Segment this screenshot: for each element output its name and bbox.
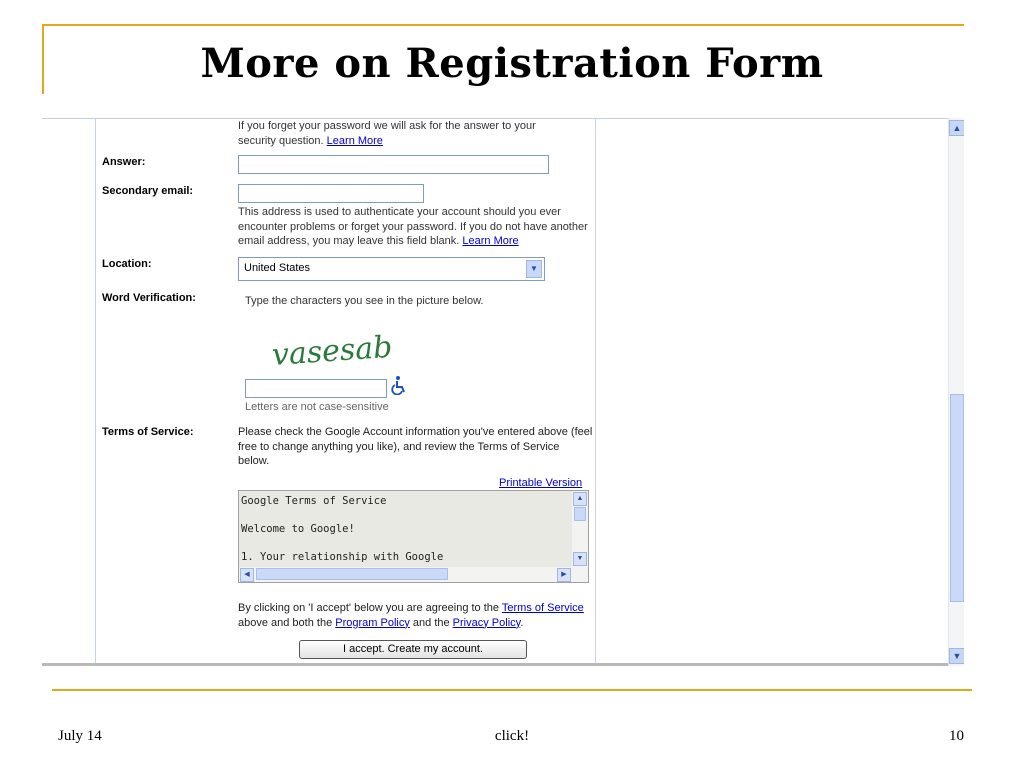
tos-line: 1. Your relationship with Google — [241, 551, 444, 563]
scroll-left-icon[interactable]: ◀ — [240, 568, 254, 582]
captcha-note: Letters are not case-sensitive — [245, 401, 389, 413]
tos-hscroll-thumb[interactable] — [256, 568, 448, 580]
tos-line: Welcome to Google! — [241, 523, 355, 535]
answer-label: Answer: — [102, 156, 146, 168]
accessibility-icon[interactable] — [391, 375, 407, 395]
bottom-border — [42, 663, 948, 666]
form-screenshot — [42, 118, 964, 666]
scroll-right-icon[interactable]: ▶ — [557, 568, 571, 582]
accept-create-account-button[interactable]: I accept. Create my account. — [299, 640, 527, 659]
tos-box-text — [241, 494, 443, 564]
tos-vscroll-thumb[interactable] — [574, 507, 586, 521]
captcha-image — [270, 323, 400, 373]
answer-input[interactable] — [238, 155, 549, 174]
secondary-email-label: Secondary email: — [102, 185, 194, 197]
agreement-text — [238, 601, 596, 630]
scroll-down-icon[interactable]: ▼ — [573, 552, 587, 566]
page-scroll-thumb[interactable] — [950, 394, 964, 602]
page-scroll-up-icon[interactable]: ▲ — [949, 120, 964, 136]
terms-of-service-label: Terms of Service: — [102, 426, 194, 438]
slide-number: 10 — [949, 728, 964, 744]
security-question-hint — [238, 119, 568, 148]
left-column-border — [95, 118, 96, 664]
tos-description: Please check the Google Account information you've entered above (feel free to change anything you like), and review the Terms of Service below. — [238, 426, 593, 467]
tos-textbox[interactable] — [238, 490, 589, 583]
agreement-end: . — [520, 616, 524, 629]
tos-horizontal-scrollbar[interactable] — [239, 567, 588, 582]
agreement-pre: By clicking on 'I accept' below you are agreeing to the — [238, 602, 500, 614]
secondary-email-input[interactable] — [238, 184, 424, 203]
captcha-input[interactable] — [245, 379, 387, 398]
footer-date: July 14 — [58, 728, 102, 744]
scroll-up-icon[interactable]: ▲ — [573, 492, 587, 506]
page-scroll-down-icon[interactable]: ▼ — [949, 648, 964, 664]
word-verification-instruction: Type the characters you see in the picture below. — [245, 295, 484, 307]
printable-version-link[interactable]: Printable Version — [499, 477, 583, 489]
agreement-mid: above and both the — [238, 616, 333, 629]
program-policy-link[interactable]: Program Policy — [335, 616, 410, 629]
agreement-and: and the — [412, 616, 450, 629]
secondary-email-help — [238, 205, 590, 249]
captcha-text: vasesab — [270, 329, 394, 373]
footer-center-text: click! — [494, 728, 530, 744]
terms-link[interactable]: Terms of Service — [501, 602, 584, 614]
security-learn-more-link[interactable]: Learn More — [326, 134, 383, 147]
right-column-border — [595, 118, 596, 664]
secondary-email-learn-more-link[interactable]: Learn More — [462, 235, 519, 247]
tos-vertical-scrollbar[interactable] — [572, 491, 588, 567]
chevron-down-icon[interactable]: ▼ — [526, 260, 542, 278]
security-hint-text: If you forget your password we will ask for the answer to your security question. — [238, 120, 536, 147]
location-label: Location: — [102, 258, 152, 270]
word-verification-label: Word Verification: — [102, 292, 196, 304]
privacy-policy-link[interactable]: Privacy Policy — [452, 616, 521, 629]
tos-line: Google Terms of Service — [241, 495, 387, 507]
slide-title: More on Registration Form — [200, 40, 824, 87]
location-value: United States — [244, 262, 311, 274]
secondary-email-help-text: This address is used to authenticate your account should you ever encounter problems or forget your password. If you do not have another email address, you may leave this field blank. — [238, 206, 588, 247]
location-select[interactable] — [238, 257, 545, 281]
title-rule — [42, 24, 964, 26]
footer-rule — [52, 689, 972, 691]
page-vertical-scrollbar[interactable] — [948, 118, 964, 666]
